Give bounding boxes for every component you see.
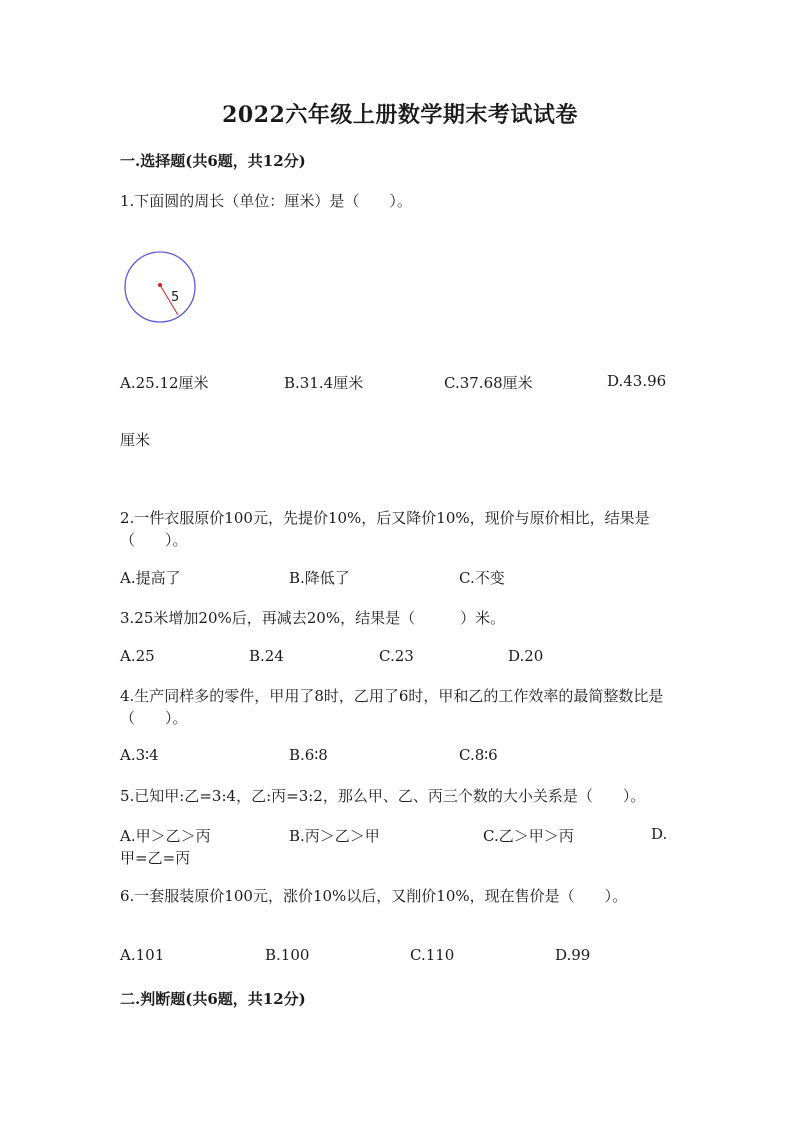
q5-option-a[interactable]: A.甲＞乙＞丙: [120, 827, 211, 845]
page-title: 2022六年级上册数学期末考试试卷: [222, 102, 578, 128]
q1-option-d[interactable]: D.43.96: [607, 372, 667, 390]
circle-center-dot: [158, 283, 162, 287]
q5-option-b[interactable]: B.丙＞乙＞甲: [289, 827, 380, 845]
q1-option-c[interactable]: C.37.68厘米: [444, 374, 533, 392]
q2-option-b[interactable]: B.降低了: [289, 569, 350, 587]
q5-option-d[interactable]: D.: [651, 825, 668, 843]
q5-option-c[interactable]: C.乙＞甲＞丙: [483, 827, 574, 845]
q6-option-c[interactable]: C.110: [410, 946, 455, 964]
question-4-text: 4.生产同样多的零件，甲用了8时，乙用了6时，甲和乙的工作效率的最简整数比是（ ）。: [120, 687, 664, 727]
question-5-text: 5.已知甲:乙=3:4，乙:丙=3:2，那么甲、乙、丙三个数的大小关系是（ ）。: [120, 787, 646, 805]
q1-option-b[interactable]: B.31.4厘米: [284, 374, 364, 392]
q6-option-b[interactable]: B.100: [265, 946, 310, 964]
q4-option-c[interactable]: C.8∶6: [459, 746, 498, 764]
q4-option-a[interactable]: A.3∶4: [120, 746, 159, 764]
q5-option-d-wrap: 甲=乙=丙: [120, 849, 191, 867]
circle-figure: [118, 245, 202, 329]
question-2-text: 2.一件衣服原价100元，先提价10%，后又降价10%，现价与原价相比，结果是（ ）。: [120, 509, 650, 549]
radius-label: 5: [171, 290, 180, 305]
q2-option-c[interactable]: C.不变: [459, 569, 505, 587]
q3-option-c[interactable]: C.23: [379, 647, 414, 665]
q6-option-a[interactable]: A.101: [120, 946, 165, 964]
q1-option-a[interactable]: A.25.12厘米: [120, 374, 209, 392]
q1-option-d-wrap: 厘米: [120, 431, 151, 449]
section-heading-judgment: 二.判断题(共6题，共12分): [120, 990, 306, 1008]
q3-option-d[interactable]: D.20: [508, 647, 544, 665]
q3-option-b[interactable]: B.24: [249, 647, 284, 665]
q6-option-d[interactable]: D.99: [555, 946, 591, 964]
q2-option-a[interactable]: A.提高了: [120, 569, 181, 587]
section-heading-choice: 一.选择题(共6题，共12分): [120, 152, 306, 170]
q3-option-a[interactable]: A.25: [120, 647, 155, 665]
question-3-text: 3.25米增加20%后，再减去20%，结果是（ ）米。: [120, 609, 506, 627]
question-1-text: 1.下面圆的周长（单位：厘米）是（ ）。: [120, 192, 412, 210]
q4-option-b[interactable]: B.6∶8: [289, 746, 328, 764]
question-6-text: 6.一套服装原价100元，涨价10%以后，又削价10%，现在售价是（ ）。: [120, 887, 628, 905]
